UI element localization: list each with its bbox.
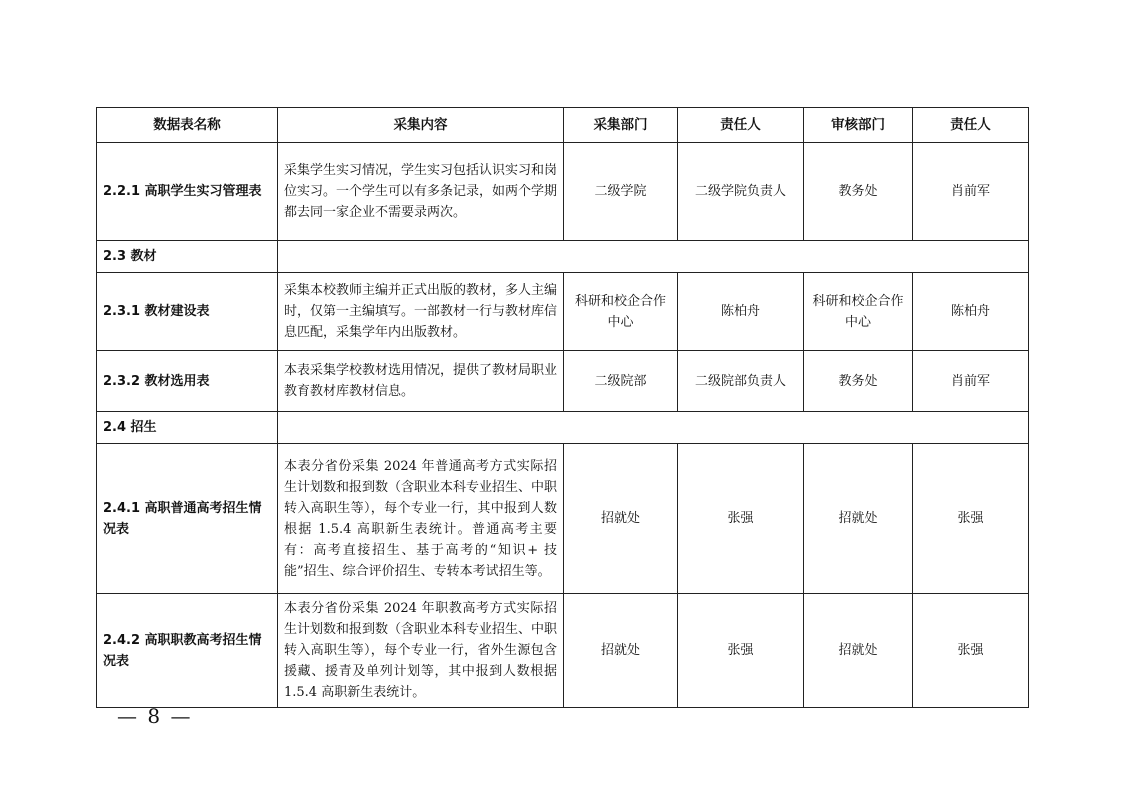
header-collect-dept: 采集部门 (564, 108, 678, 143)
table-row (97, 594, 1029, 708)
row-reviewer: 肖前军 (913, 143, 1029, 241)
table-row (97, 351, 1029, 412)
row-table-name: 2.3.1 教材建设表 (97, 273, 278, 351)
row-review-dept: 招就处 (804, 444, 913, 594)
row-content: 本表分省份采集 2024 年普通高考方式实际招生计划数和报到数（含职业本科专业招生、中职转入高职生等），每个专业一行，其中报到人数根据 1.5.4 高职新生表统计。普通高考主要有：高考直接招生、基于高考的“知识+ 技能”招生、综合评价招生、专转本考试招生等。 (278, 444, 564, 594)
section-title: 2.4 招生 (97, 412, 278, 444)
row-content: 采集学生实习情况，学生实习包括认识实习和岗位实习。一个学生可以有多条记录，如两个学期都去同一家企业不需要录两次。 (278, 143, 564, 241)
row-table-name: 2.4.1 高职普通高考招生情况表 (97, 444, 278, 594)
row-review-dept: 科研和校企合作中心 (804, 273, 913, 351)
row-content: 采集本校教师主编并正式出版的教材，多人主编时，仅第一主编填写。一部教材一行与教材库信息匹配，采集学年内出版教材。 (278, 273, 564, 351)
section-title: 2.3 教材 (97, 241, 278, 273)
row-table-name: 2.2.1 高职学生实习管理表 (97, 143, 278, 241)
table-header-row (97, 108, 1029, 143)
table-row (97, 444, 1029, 594)
header-reviewer: 责任人 (913, 108, 1029, 143)
section-row (97, 412, 1029, 444)
page-number: — 8 — (117, 704, 193, 728)
row-owner: 二级院部负责人 (678, 351, 804, 412)
row-review-dept: 教务处 (804, 143, 913, 241)
row-reviewer: 张强 (913, 444, 1029, 594)
row-collect-dept: 二级学院 (564, 143, 678, 241)
row-content: 本表分省份采集 2024 年职教高考方式实际招生计划数和报到数（含职业本科专业招生、中职转入高职生等），每个专业一行，省外生源包含援藏、援青及单列计划等，其中报到人数根据 1.5.4 高职新生表统计。 (278, 594, 564, 708)
data-collection-table (96, 107, 1029, 708)
header-collect-content: 采集内容 (278, 108, 564, 143)
section-empty-cell (278, 241, 1029, 273)
table-row (97, 143, 1029, 241)
row-owner: 陈柏舟 (678, 273, 804, 351)
header-table-name: 数据表名称 (97, 108, 278, 143)
row-reviewer: 张强 (913, 594, 1029, 708)
section-row (97, 241, 1029, 273)
row-collect-dept: 二级院部 (564, 351, 678, 412)
row-owner: 张强 (678, 594, 804, 708)
header-review-dept: 审核部门 (804, 108, 913, 143)
row-reviewer: 陈柏舟 (913, 273, 1029, 351)
row-table-name: 2.3.2 教材选用表 (97, 351, 278, 412)
row-collect-dept: 招就处 (564, 594, 678, 708)
row-content: 本表采集学校教材选用情况，提供了教材局职业教育教材库教材信息。 (278, 351, 564, 412)
table-row (97, 273, 1029, 351)
section-empty-cell (278, 412, 1029, 444)
row-owner: 张强 (678, 444, 804, 594)
row-owner: 二级学院负责人 (678, 143, 804, 241)
header-owner: 责任人 (678, 108, 804, 143)
row-table-name: 2.4.2 高职职教高考招生情况表 (97, 594, 278, 708)
row-review-dept: 招就处 (804, 594, 913, 708)
row-collect-dept: 科研和校企合作中心 (564, 273, 678, 351)
row-reviewer: 肖前军 (913, 351, 1029, 412)
row-review-dept: 教务处 (804, 351, 913, 412)
row-collect-dept: 招就处 (564, 444, 678, 594)
